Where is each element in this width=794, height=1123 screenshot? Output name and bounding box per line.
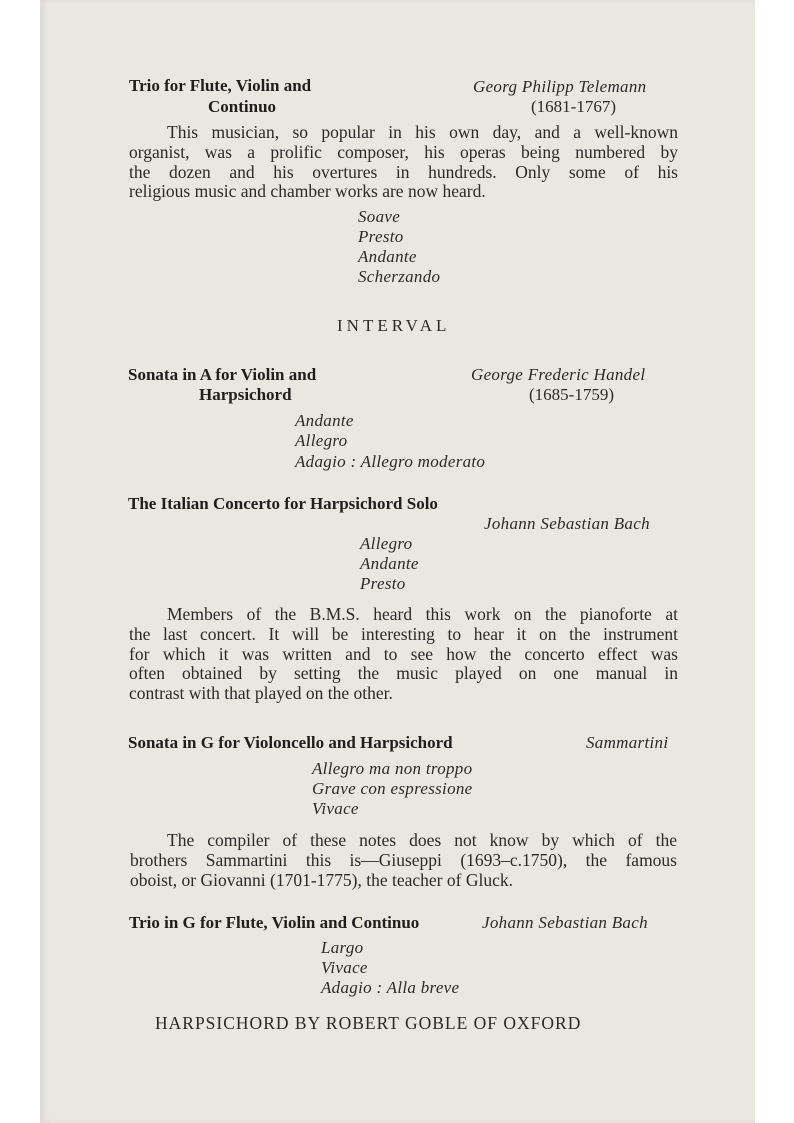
- description-line: the last concert. It will be interesting to hear it on the instrument: [129, 623, 678, 644]
- movement: Vivace: [312, 799, 359, 818]
- interval-heading: INTERVAL: [337, 316, 451, 335]
- composer-name: George Frederic Handel: [471, 365, 646, 384]
- piece-title: Sonata in G for Violoncello and Harpsichord: [128, 733, 453, 752]
- movement: Scherzando: [358, 267, 441, 286]
- movement: Allegro: [360, 534, 413, 553]
- movement: Andante: [295, 411, 354, 430]
- scan-border-right: [755, 0, 794, 1123]
- description-line: Members of the B.M.S. heard this work on the pianoforte at: [167, 604, 678, 624]
- piece-title: The Italian Concerto for Harpsichord Solo: [128, 494, 438, 513]
- piece-title-continued: Harpsichord: [199, 385, 292, 404]
- movement: Andante: [360, 554, 419, 573]
- movement: Vivace: [321, 958, 368, 977]
- composer-name: Sammartini: [586, 733, 669, 752]
- composer-dates: (1685-1759): [529, 385, 614, 404]
- piece-description: [130, 831, 677, 890]
- piece-title: Trio for Flute, Violin and: [129, 76, 312, 95]
- piece-description: [129, 123, 678, 202]
- movement: Adagio : Allegro moderato: [295, 452, 486, 471]
- description-line: often obtained by setting the music played on one manual in: [129, 663, 678, 684]
- description-line: The compiler of these notes does not know by which of the: [167, 830, 677, 850]
- movement: Presto: [360, 574, 406, 593]
- description-line: religious music and chamber works are now heard.: [129, 181, 486, 202]
- composer-name: Johann Sebastian Bach: [484, 514, 650, 533]
- movement: Grave con espressione: [312, 779, 473, 798]
- movement: Allegro: [295, 431, 348, 450]
- movement: Soave: [358, 207, 401, 226]
- movement: Andante: [358, 247, 417, 266]
- movement: Largo: [321, 938, 364, 957]
- movement: Adagio : Alla breve: [321, 978, 460, 997]
- piece-description: [129, 605, 678, 704]
- description-line: contrast with that played on the other.: [129, 683, 393, 704]
- movement: Allegro ma non troppo: [312, 759, 473, 778]
- description-line: oboist, or Giovanni (1701-1775), the teacher of Gluck.: [130, 869, 513, 890]
- description-line: organist, was a prolific composer, his operas being numbered by: [129, 141, 678, 162]
- composer-name: Georg Philipp Telemann: [473, 77, 647, 96]
- composer-dates: (1681-1767): [531, 97, 616, 116]
- description-line: This musician, so popular in his own day, and a well-known: [167, 122, 678, 142]
- piece-title: Sonata in A for Violin and: [128, 365, 317, 384]
- description-line: brothers Sammartini this is—Giuseppi (1693–c.1750), the famous: [130, 849, 677, 870]
- piece-title-continued: Continuo: [208, 97, 277, 116]
- harpsichord-credit: HARPSICHORD BY ROBERT GOBLE OF OXFORD: [155, 1013, 582, 1033]
- description-line: the dozen and his overtures in hundreds. Only some of his: [129, 161, 678, 182]
- piece-title: Trio in G for Flute, Violin and Continuo: [129, 913, 420, 932]
- scan-border-left: [0, 0, 40, 1123]
- description-line: for which it was written and to see how the concerto effect was: [129, 643, 678, 664]
- movement: Presto: [358, 227, 404, 246]
- composer-name: Johann Sebastian Bach: [482, 913, 648, 932]
